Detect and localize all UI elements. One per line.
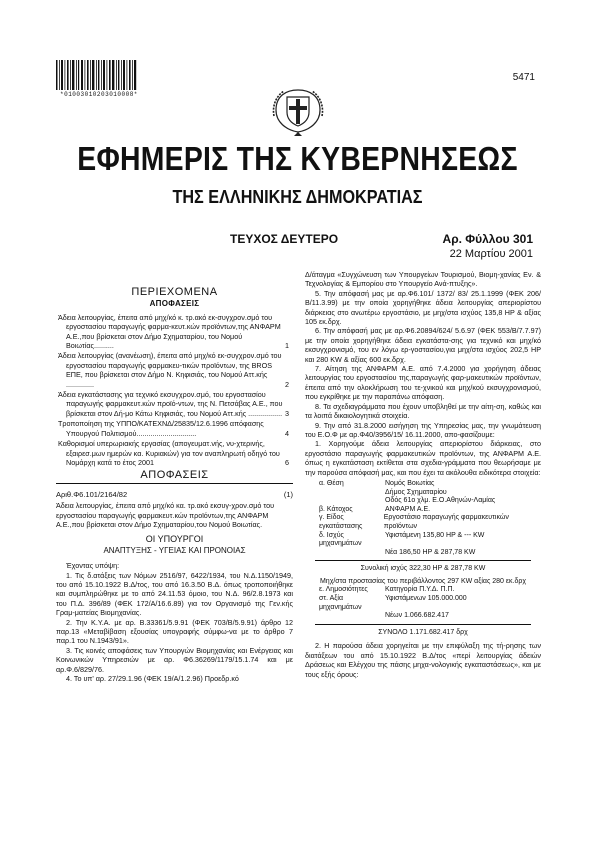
decisions-heading: ΑΠΟΦΑΣΕΙΣ	[56, 471, 293, 483]
paragraph: 4. Το υπ' αρ. 27/29.1.96 (ΦΕΚ 19/Α/1.2.96) Προεδρ.κό	[66, 674, 239, 684]
toc-entry-text: Τροποποίηση της ΥΠΠΟ/ΚΑΤΕΧΝΔ/25835/12.6.1996 απόφασης Υπουργού Πολιτισμού..............................	[58, 419, 264, 438]
details-value: Νέα 186,50 ΗΡ & 287,78 KW	[385, 548, 476, 556]
paragraph: 6. Την απόφασή μας με αρ.Φ6.20894/624/ 5.6.97 (ΦΕΚ 553/Β/7.7.97) με την οποία χορηγήθηκε άδεια εγκατάστα-σης για τεχνικό και μηχ/κό εκσυγχρονισμό, του εν λόγω ερ-γοστασίου,για μηχ/στα ισχύος 202,5 ΗΡ και 280 KW & αξίας 600 εκ.δρχ.	[305, 326, 541, 364]
toc-entry-text: Καθορισμοί υπερωριακής εργασίας (απογευματ.νής, νυ-χτερινής, εξαιρεσ.μων ημερών κα. Κυριακών) για τον αναπληρωτή οδηγό του Νομάρχη κατά το έτος 2001	[58, 439, 280, 467]
gazette-title: ΕΦΗΜΕΡΙΣ ΤΗΣ ΚΥΒΕΡΝΗΣΕΩΣ	[77, 140, 518, 177]
left-column	[56, 270, 293, 683]
barcode-number: *01003010203010008*	[60, 91, 138, 98]
right-column	[305, 270, 541, 679]
grant-paragraph: 1. Χορηγούμε άδεια λειτουργίας απεριορίστου διάρκειας, στο εργοστάσιο παραγωγής φαρμακευτικών προϊόντων, της ΑΝΦΑΡΜ Α.Ε. όπως η εγκατάσταση εκτίθεται στα σχεδια-γράμματα που θεωρήσαμε με την παρούσα απόφασή μας, και που έχει τα ακόλουθα ειδικότερα στοιχεία:	[305, 439, 541, 477]
sheet-number: Αρ. Φύλλου 301	[442, 232, 533, 246]
paragraph: 9. Την από 31.8.2000 εισήγηση της Υπηρεσίας μας, την γνωμάτευση του Ε.Ο.Φ με αρ.Φ40/3956/15/ 16.11.2000, απο-φασίζουμε:	[305, 420, 541, 439]
details-value: Υφιστάμενη 135,80 ΗΡ & --- KW	[385, 531, 485, 539]
total-power: Συνολική ισχύς 322,30 ΗΡ & 287,78 KW	[360, 565, 486, 573]
details-row	[305, 532, 541, 549]
gazette-subtitle: ΤΗΣ ΕΛΛΗΝΙΚΗΣ ΔΗΜΟΚΡΑΤΙΑΣ	[172, 187, 423, 207]
decision-index: (1)	[283, 489, 293, 499]
ministry-heading: ΑΝΑΠΤΥΞΗΣ - ΥΓΕΙΑΣ ΚΑΙ ΠΡΟΝΟΙΑΣ	[103, 545, 246, 555]
details-row	[305, 489, 541, 498]
paragraph: 2. Την Κ.Υ.Α. με αρ. Β.33361/5.9.91 (ΦΕΚ 703/Β/5.9.91) άρθρο 12 παρ.13 «Μεταβίβαση εξουσίας υπογραφής σύμφω-να με το άρθρο 7 παρ.1 του Ν.1943/91».	[56, 617, 293, 646]
details-value: Κατηγορία Π.Υ.Δ. Π.Π.	[385, 586, 455, 594]
toc-entry-text: Άδεια λειτουργίας (ανανέωση), έπειτα από μηχ/κό εκ-συγχρον.σμό του εργοστασίου παραγωγής φαρμακευ-τικών προϊόντων, της BROS ΕΠΕ, που βρίσκεται στον Δήμο Ν. Κηφισιάς, του Νομού Αττ.κής ..............	[58, 351, 282, 389]
details-label: στ. Αξία μηχανημάτων	[319, 595, 362, 611]
details-value: Δήμος Σχηματαρίου	[385, 488, 447, 496]
page-number: 5471	[512, 72, 535, 83]
total-value: ΣΥΝΟΛΟ 1.171.682.417 δρχ	[378, 628, 468, 636]
details-row	[305, 595, 541, 612]
paragraph: 7. Αίτηση της ΑΝΦΑΡΜ Α.Ε. από 7.4.2000 για χορήγηση άδειας λειτουργίας του εργοστασίου της,παραγωγής φαρ-μακευτικών προϊόντων, έπειτα από την ολοκλήρωση του τε-χνικού και μηχ/κού εκσυγχρονισμού, που εγκρίθηκε με την παραπάνω απόφαση.	[305, 364, 541, 402]
final-paragraph: 2. Η παρούσα άδεια χορηγείται με την επιφύλαξη της τή-ρησης των διατάξεων του από 15.10.1922 Β.Δ/τος «περί λειτουργίας άδειών Δράσεως και Ελέγχου της πάσης μηχα-νολογικής εγκαταστάσεως», και με τους εξής όρους:	[305, 641, 541, 679]
divider	[315, 560, 531, 561]
toc-entry: Άδεια λειτουργίας (ανανέωση), έπειτα από μηχ/κό εκ-συγχρον.σμό του εργοστασίου παραγωγής φαρμακευ-τικών προϊόντων, της BROS ΕΠΕ, που βρίσκεται στον Δήμο Ν. Κηφισιάς, του Νομού Αττ.κής .............. 2	[58, 351, 289, 389]
details-label	[305, 489, 385, 498]
details-value: ΑΝΦΑΡΜ Α.Ε.	[385, 505, 431, 513]
paragraph: 1. Τις δ.ατάξεις των Νόμων 2516/97, 6422/1934, του Ν.Δ.1150/1949, του από 15.10.1922 Β.Δ/τος, του από 16.3.50 Β.Δ. όπως τροποποιήθηκε και συμπληρώθηκε με το από 24.11.53 όμοιο, του Ν.Δ. 96/2.8.1973 και του Π.Δ. 396/89 (ΦΕΚ 172/Α/16.6.89) για τον Οργανισμό της Γεν.κής Γραμ-ματείας Βιομηχανίας.	[56, 570, 293, 618]
details-row	[305, 497, 541, 506]
environment-power: Μηχ/στα προστασίας του περιβάλλοντος 297 KW αξίας 280 εκ.δρχ	[319, 577, 527, 585]
details-table	[305, 480, 541, 638]
details-value: Νομός Βοιωτίας	[385, 479, 435, 487]
toc-entry: Τροποποίηση της ΥΠΠΟ/ΚΑΤΕΧΝΔ/25835/12.6.1996 απόφασης Υπουργού Πολιτισμού.............................. 4	[58, 419, 289, 438]
details-label: γ. Είδος εγκατάστασης	[319, 514, 363, 530]
ministers-heading: ΟΙ ΥΠΟΥΡΓΟΙ	[145, 534, 204, 545]
toc-entry: Καθορισμοί υπερωριακής εργασίας (απογευματ.νής, νυ-χτερινής, εξαιρεσ.μων ημερών κα. Κυριακών) για τον αναπληρωτή οδηγό του Νομάρχη κατά το έτος 2001 6	[58, 439, 289, 467]
toc-entry-text: Άδεια λειτουργίας, έπειτα από μηχ/κό κ. τρ.ακό εκ-συγχρον.σμό του εργοστασίου παραγωγής φαρμα-κευτ.κών προϊόντων,της ΑΝΦΑΡΜ Α.Ε.,που βρίσκεται στον Δήμο Σχηματαρίου, του Νομού Βοιωτίας..........	[58, 312, 281, 351]
issue-date: 22 Μαρτίου 2001	[449, 248, 533, 260]
intro-text: Έχοντας υπόψη:	[66, 561, 120, 571]
details-label: δ. Ισχύς μηχανημάτων	[319, 531, 362, 548]
barcode	[56, 60, 138, 90]
paragraph: Δ/άταγμα «Συγχώνευση των Υπουργείων Τουρισμού, Βιομη-χανίας Εν. & Τεχνολογίας & Εμπορίου στο Υπουργείο Ανά-πτυξης».	[305, 270, 541, 289]
details-label	[305, 612, 385, 621]
details-row	[305, 480, 541, 489]
details-value: Οδός 61ο χλμ. Ε.Ο.Αθηνών-Λαμίας	[385, 497, 496, 505]
toc-entry: Άδεια λειτουργίας, έπειτα από μηχ/κό κ. τρ.ακό εκ-συγχρον.σμό του εργοστασίου παραγωγής φαρμα-κευτ.κών προϊόντων,της ΑΝΦΑΡΜ Α.Ε.,που βρίσκεται στον Δήμο Σχηματαρίου, του Νομού Βοιωτίας.......... 1	[58, 312, 289, 351]
details-row	[305, 586, 541, 595]
details-value: Υφιστάμενων 105.000.000	[385, 595, 467, 603]
divider	[315, 624, 531, 625]
issue-volume: ΤΕΥΧΟΣ ΔΕΥΤΕΡΟ	[230, 232, 339, 246]
details-label	[305, 497, 385, 506]
greek-coat-of-arms-icon	[270, 82, 326, 138]
contents-subheading: ΑΠΟΦΑΣΕΙΣ	[149, 299, 200, 309]
contents-heading: ΠΕΡΙΕΧΟΜΕΝΑ	[131, 286, 218, 298]
details-value: Νέων 1.066.682.417	[385, 612, 449, 620]
details-label: α. Θέση	[319, 479, 344, 487]
decision-number-text: Αριθ.Φ6.101/2164/82	[56, 489, 128, 499]
toc-entry: Άδεια εγκατάστασης για τεχνικό εκσυγχρον.σμό, του εργοστασίου παραγωγής φαρμακευτ.κών προϊό-ντων, της Ν. Πετσάβας Α.Ε., που βρίσκεται στον Δή-μο Κάτω Κηφισιάς, του Νομού Αττ.κής ................. 3	[58, 390, 289, 418]
decision-summary: Άδεια λειτουργίας, έπειτα από μηχ/κό κα. τρ.ακό εκσυγ-χρον.σμό του εργοστασίου παραγωγής φαρμακευτ.κών προϊόντων,της ΑΝΦΑΡΜ Α.Ε.,που βρίσκεται στον Δήμο Σχηματαρίου,του Νομού Βοιωτίας.	[56, 501, 275, 529]
paragraph: 8. Τα σχεδιαγράμματα που έχουν υποβληθεί με την αίτη-ση, καθώς και τα λοιπά δικαιολογητικά στοιχεία.	[305, 401, 541, 421]
paragraph: 3. Τις κοινές αποφάσεις των Υπουργών Βιομηχανίας και Ενέργειας και Κοινωνικών Υπηρεσιών με αρ. Φ6.36269/1179/15.1.74 και με αρ.Φ.6/829/76.	[56, 645, 293, 674]
decision-number	[56, 490, 293, 499]
paragraph: 5. Την απόφασή μας με αρ.Φ6.101/ 1372/ 83/ 25.1.1999 (ΦΕΚ 206/Β/11.3.99) με την οποία χορηγήθηκε άδεια λειτουργίας απεριορίστου διάρκειας στο ανωτέρω εργοστάσιο, με μηχ/στα ισχύος 135,8 ΗΡ & αξίας 105 εκ.δρχ.	[305, 288, 541, 327]
details-label: β. Κάτοχος	[319, 505, 353, 513]
details-row	[305, 549, 541, 558]
toc-entry-text: Άδεια εγκατάστασης για τεχνικό εκσυγχρον.σμό, του εργοστασίου παραγωγής φαρμακευτ.κών προϊό-ντων, της Ν. Πετσάβας Α.Ε., που βρίσκεται στον Δή-μο Κάτω Κηφισιάς, του Νομού Αττ.κής .................	[58, 390, 283, 418]
details-row	[305, 612, 541, 621]
details-label	[305, 549, 385, 558]
details-label: ε. Λημοσιότητες	[319, 586, 368, 594]
details-value: Εργοστάσιο παραγωγής φαρμακευτικών προϊόντων	[383, 514, 509, 530]
details-row	[305, 514, 541, 531]
